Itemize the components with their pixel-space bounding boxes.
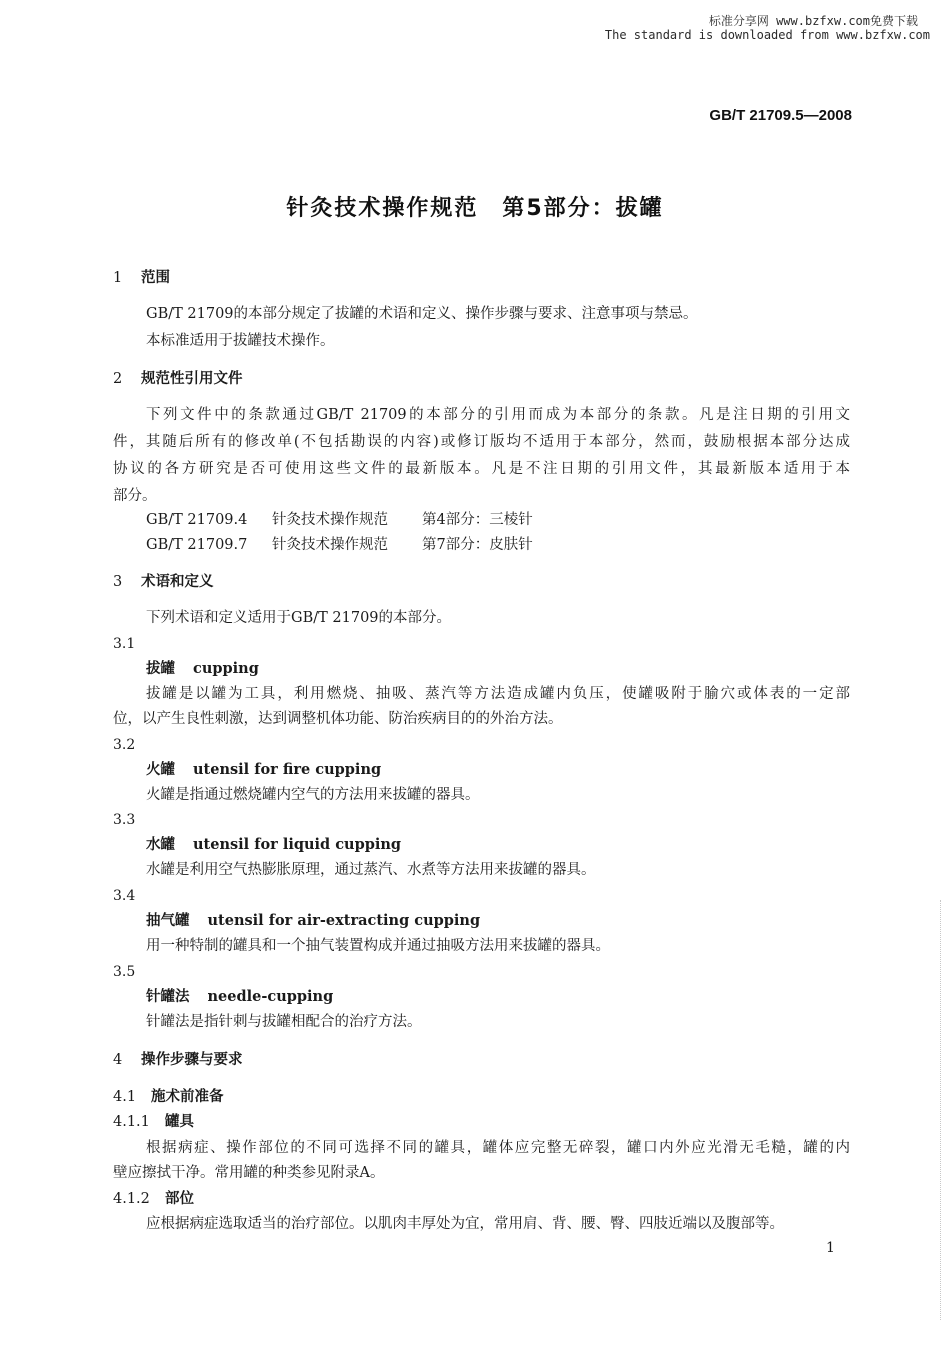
section-3-heading: [113, 572, 214, 592]
reference-code: GB/T 21709.7: [146, 537, 248, 553]
paragraph-line: 下列文件中的条款通过GB/T 21709的本部分的引用而成为本部分的条款。凡是注日期的引用文: [146, 407, 850, 423]
subsection-4-1-2-heading: [113, 1189, 194, 1209]
subsection-title: 罐具: [165, 1114, 194, 1130]
term-definition: 拔罐是以罐为工具，利用燃烧、抽吸、蒸汽等方法造成罐内负压，使罐吸附于腧穴或体表的一定部: [146, 686, 850, 702]
paragraph-line: 根据病症、操作部位的不同可选择不同的罐具，罐体应完整无碎裂，罐口内外应光滑无毛糙，罐的内: [146, 1140, 850, 1156]
section-1-paragraph: 本标准适用于拔罐技术操作。: [146, 333, 335, 349]
subsection-number: 4.1.2: [113, 1191, 150, 1207]
term-number: 3.1: [113, 636, 136, 652]
subsection-4-1-1-heading: [113, 1112, 194, 1132]
term-definition: 火罐是指通过燃烧罐内空气的方法用来拔罐的器具。: [146, 787, 480, 803]
term-heading: [146, 987, 333, 1007]
term-definition: 用一种特制的罐具和一个抽气装置构成并通过抽吸方法用来拔罐的器具。: [146, 938, 610, 954]
watermark-line-2: The standard is downloaded from www.bzfxw.com: [604, 28, 930, 42]
term-chinese: 火罐: [146, 762, 175, 778]
section-4-heading: [113, 1050, 243, 1070]
term-number: 3.3: [113, 812, 136, 828]
term-chinese: 水罐: [146, 837, 175, 853]
paragraph-line: 应根据病症选取适当的治疗部位。以肌肉丰厚处为宜，常用肩、背、腰、臀、四肢近端以及腹部等。: [146, 1216, 784, 1232]
term-chinese: 针罐法: [146, 989, 190, 1005]
term-definition: 针罐法是指针刺与拔罐相配合的治疗方法。: [146, 1014, 422, 1030]
term-english: utensil for air-extracting cupping: [207, 912, 481, 929]
section-title: 操作步骤与要求: [141, 1052, 243, 1068]
term-english: utensil for fire cupping: [193, 761, 382, 778]
subsection-number: 4.1: [113, 1089, 137, 1105]
term-heading: [146, 659, 259, 679]
normative-reference: [146, 510, 533, 530]
paragraph-line: 协议的各方研究是否可使用这些文件的最新版本。凡是不注日期的引用文件，其最新版本适用于本: [113, 461, 850, 477]
section-2-heading: [113, 369, 243, 389]
section-number: 4: [113, 1052, 123, 1068]
section-number: 1: [113, 270, 123, 286]
standard-code: GB/T 21709.5—2008: [709, 107, 852, 124]
term-english: utensil for liquid cupping: [193, 836, 402, 853]
term-heading: [146, 911, 480, 931]
paragraph-line: 壁应擦拭干净。常用罐的种类参见附录A。: [113, 1165, 385, 1181]
reference-part: 第7部分：皮肤针: [422, 537, 533, 553]
term-chinese: 抽气罐: [146, 913, 190, 929]
subsection-title: 部位: [165, 1191, 194, 1207]
term-definition: 水罐是利用空气热膨胀原理，通过蒸汽、水煮等方法用来拔罐的器具。: [146, 862, 596, 878]
reference-part: 第4部分：三棱针: [422, 512, 533, 528]
page-title: 针灸技术操作规范 第5部分：拔罐: [286, 196, 664, 221]
section-1-paragraph: GB/T 21709的本部分规定了拔罐的术语和定义、操作步骤与要求、注意事项与禁忌。: [146, 306, 698, 322]
section-title: 范围: [141, 270, 170, 286]
subsection-number: 4.1.1: [113, 1114, 150, 1130]
reference-code: GB/T 21709.4: [146, 512, 248, 528]
section-title: 术语和定义: [141, 574, 214, 590]
paragraph-line: 部分。: [113, 488, 157, 504]
paragraph-line: 件，其随后所有的修改单(不包括勘误的内容)或修订版均不适用于本部分，然而，鼓励根据本部分达成: [113, 434, 850, 450]
term-number: 3.5: [113, 964, 136, 980]
section-3-intro: 下列术语和定义适用于GB/T 21709的本部分。: [146, 610, 452, 626]
term-chinese: 拔罐: [146, 661, 175, 677]
watermark-line-1: 标准分享网 www.bzfxw.com免费下载: [708, 14, 918, 28]
subsection-title: 施术前准备: [151, 1089, 224, 1105]
normative-reference: [146, 535, 533, 555]
term-english: needle-cupping: [207, 988, 334, 1005]
term-english: cupping: [193, 660, 259, 677]
term-heading: [146, 835, 401, 855]
term-heading: [146, 760, 381, 780]
section-number: 2: [113, 371, 123, 387]
section-number: 3: [113, 574, 123, 590]
term-number: 3.4: [113, 888, 136, 904]
reference-title: 针灸技术操作规范: [272, 537, 388, 553]
term-definition: 位，以产生良性刺激，达到调整机体功能、防治疾病目的的外治方法。: [113, 711, 563, 727]
reference-title: 针灸技术操作规范: [272, 512, 388, 528]
section-1-heading: [113, 268, 170, 288]
subsection-4-1-heading: [113, 1087, 224, 1107]
section-title: 规范性引用文件: [141, 371, 243, 387]
scan-edge-divider: [940, 900, 942, 1320]
term-number: 3.2: [113, 737, 136, 753]
page-number: 1: [826, 1240, 835, 1256]
